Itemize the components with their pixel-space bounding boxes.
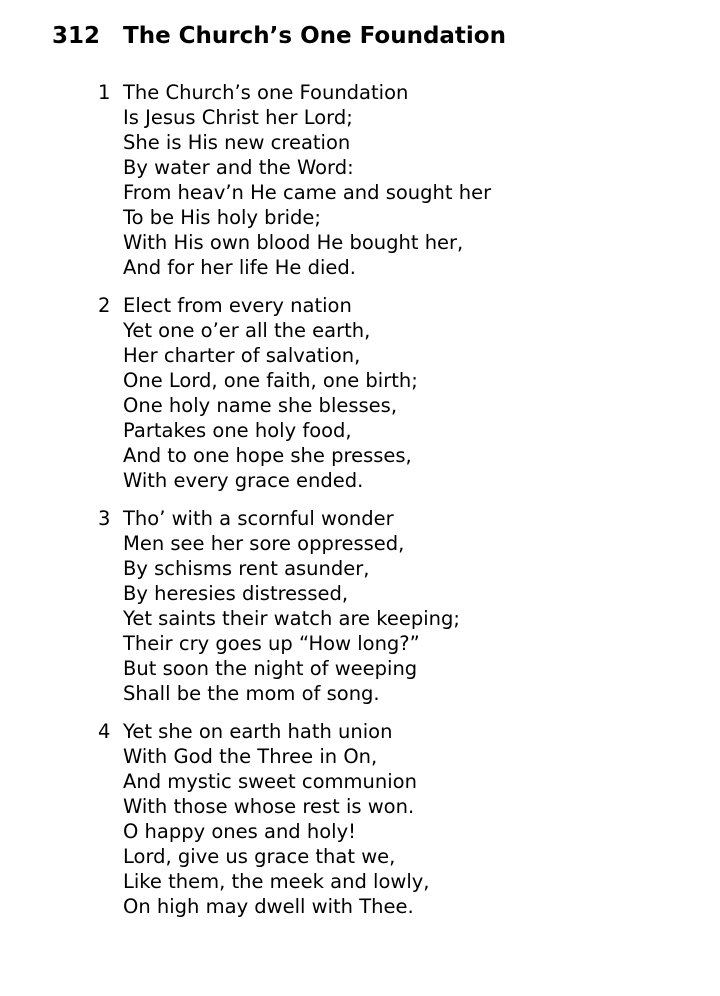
verse-line: With every grace ended.	[123, 469, 364, 492]
hymn-header	[52, 20, 506, 52]
verse-line: By heresies distressed,	[123, 582, 349, 605]
verse-line: The Church’s one Foundation	[123, 81, 409, 104]
verse-line: One holy name she blesses,	[123, 394, 398, 417]
verse-line: But soon the night of weeping	[123, 657, 418, 680]
verse-line: Yet one o’er all the earth,	[123, 319, 371, 342]
verse-line: Shall be the mom of song.	[123, 682, 380, 705]
verse-line: Partakes one holy food,	[123, 419, 352, 442]
verse-line: O happy ones and holy!	[123, 820, 356, 843]
verse-lines	[123, 719, 698, 919]
verse-line: Yet saints their watch are keeping;	[123, 607, 460, 630]
verse-line: She is His new creation	[123, 131, 351, 154]
verse-number: 2	[98, 294, 111, 317]
verse-line: Her charter of salvation,	[123, 344, 361, 367]
verse-number: 4	[98, 720, 111, 743]
verse-number: 3	[98, 507, 111, 530]
verse-lines	[123, 293, 698, 493]
verse-line: Lord, give us grace that we,	[123, 845, 396, 868]
verse-lines	[123, 506, 698, 706]
verse-line: Yet she on earth hath union	[123, 720, 393, 743]
verse-line: And for her life He died.	[123, 256, 356, 279]
verse-line: Men see her sore oppressed,	[123, 532, 405, 555]
verse-line: On high may dwell with Thee.	[123, 895, 414, 918]
verse	[98, 719, 698, 919]
verse-line: With God the Three in On,	[123, 745, 378, 768]
verse-line: Is Jesus Christ her Lord;	[123, 106, 353, 129]
verse-line: Like them, the meek and lowly,	[123, 870, 430, 893]
verse-line: One Lord, one faith, one birth;	[123, 369, 418, 392]
verse-line: With those whose rest is won.	[123, 795, 415, 818]
verse-line: And to one hope she presses,	[123, 444, 412, 467]
hymn-number: 312	[52, 23, 101, 49]
verse-line: And mystic sweet communion	[123, 770, 417, 793]
verse-lines	[123, 80, 698, 280]
verse	[98, 293, 698, 493]
hymn-title: The Church’s One Foundation	[123, 23, 506, 49]
verse-line: Elect from every nation	[123, 294, 352, 317]
verses-container	[98, 80, 698, 932]
verse-line: Their cry goes up “How long?”	[123, 632, 420, 655]
verse	[98, 80, 698, 280]
verse-line: By schisms rent asunder,	[123, 557, 370, 580]
verse	[98, 506, 698, 706]
verse-line: With His own blood He bought her,	[123, 231, 464, 254]
verse-line: Tho’ with a scornful wonder	[123, 507, 394, 530]
verse-line: To be His holy bride;	[123, 206, 321, 229]
verse-line: From heav’n He came and sought her	[123, 181, 492, 204]
verse-line: By water and the Word:	[123, 156, 354, 179]
verse-number: 1	[98, 81, 111, 104]
